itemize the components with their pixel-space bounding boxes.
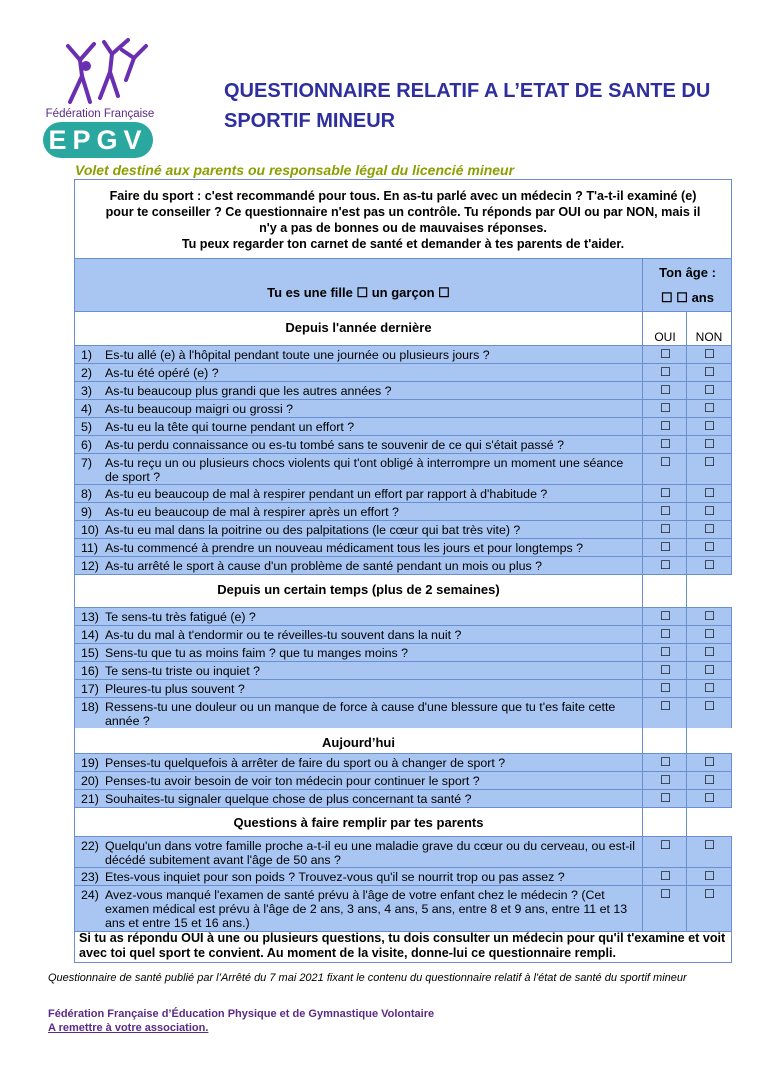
question-text: Penses-tu quelquefois à arrêter de faire du sport ou à changer de sport ? — [105, 756, 506, 770]
oui-checkbox[interactable]: ☐ — [642, 868, 688, 885]
question-text: Te sens-tu très fatigué (e) ? — [105, 610, 256, 624]
non-checkbox[interactable]: ☐ — [686, 418, 732, 435]
age-cell — [642, 259, 732, 311]
oui-checkbox[interactable]: ☐ — [642, 790, 688, 807]
question-number: 12) — [81, 559, 99, 573]
question-number: 20) — [81, 774, 99, 788]
question-text: Pleures-tu plus souvent ? — [105, 682, 245, 696]
question-row — [74, 698, 732, 729]
question-number: 24) — [81, 888, 99, 902]
non-column-header — [686, 728, 732, 753]
non-checkbox[interactable]: ☐ — [686, 485, 732, 502]
oui-column-header: OUI — [642, 312, 687, 345]
question-row — [74, 418, 732, 436]
question-text: As-tu beaucoup maigri ou grossi ? — [105, 402, 294, 416]
question-text: As-tu beaucoup plus grandi que les autres années ? — [105, 384, 392, 398]
question-number: 23) — [81, 870, 99, 884]
question-text: As-tu eu beaucoup de mal à respirer pendant un effort par rapport à d'habitude ? — [105, 487, 548, 501]
oui-column-header — [642, 728, 688, 753]
non-checkbox[interactable]: ☐ — [686, 503, 732, 520]
question-row — [74, 626, 732, 644]
section-title: Aujourd’hui — [322, 735, 395, 750]
intro-line: Faire du sport : c'est recommandé pour tous. En as-tu parlé avec un médecin ? T'a-t-il examiné (e) — [109, 189, 697, 203]
sex-choice[interactable]: Tu es une fille ☐ un garçon ☐ — [267, 285, 450, 300]
question-number: 6) — [81, 438, 93, 452]
question-number: 4) — [81, 402, 93, 416]
question-row — [74, 608, 732, 626]
question-row — [74, 521, 732, 539]
question-number: 5) — [81, 420, 93, 434]
question-row — [74, 400, 732, 418]
question-text: As-tu perdu connaissance ou es-tu tombé sans te souvenir de ce qui s'était passé ? — [105, 438, 565, 452]
organisation-name: Fédération Française d’Éducation Physique et de Gymnastique Volontaire — [48, 1008, 435, 1020]
question-text: Avez-vous manqué l'examen de santé prévu à l'âge de votre enfant chez le médecin ? (Cet examen médical est prévu à l'âge de 2 ans, 3 ans, 4 ans, 5 ans, entre 8 et 9 ans, entre 11 et 13 ans et entre 15 et 16 ans.) — [105, 888, 628, 930]
gymnast-figures-icon — [60, 36, 150, 108]
non-checkbox[interactable]: ☐ — [686, 680, 732, 697]
non-checkbox[interactable]: ☐ — [686, 521, 732, 538]
oui-checkbox[interactable]: ☐ — [642, 837, 688, 867]
question-text: As-tu commencé à prendre un nouveau médicament tous les jours et pour longtemps ? — [105, 541, 583, 555]
question-number: 15) — [81, 646, 99, 660]
non-checkbox[interactable]: ☐ — [686, 837, 732, 867]
non-checkbox[interactable]: ☐ — [686, 346, 732, 363]
question-text: Etes-vous inquiet pour son poids ? Trouvez-vous qu'il se nourrit trop ou pas assez ? — [105, 870, 565, 884]
non-checkbox[interactable]: ☐ — [686, 790, 732, 807]
question-number: 7) — [81, 456, 93, 470]
question-text: Souhaites-tu signaler quelque chose de plus concernant ta santé ? — [105, 792, 472, 806]
question-text: As-tu du mal à t'endormir ou te réveilles-tu souvent dans la nuit ? — [105, 628, 462, 642]
question-text: Es-tu allé (e) à l'hôpital pendant toute une journée ou plusieurs jours ? — [105, 348, 490, 362]
question-row — [74, 886, 732, 932]
title-line-2: SPORTIF MINEUR — [224, 110, 396, 132]
question-row — [74, 644, 732, 662]
oui-checkbox[interactable]: ☐ — [642, 662, 688, 679]
oui-checkbox[interactable]: ☐ — [642, 754, 688, 771]
non-checkbox[interactable]: ☐ — [686, 772, 732, 789]
question-number: 16) — [81, 664, 99, 678]
question-text: As-tu eu beaucoup de mal à respirer après un effort ? — [105, 505, 399, 519]
question-text: As-tu reçu un ou plusieurs chocs violents qui t'ont obligé à interrompre un moment une séance de sport ? — [105, 456, 624, 484]
section-title: Questions à faire remplir par tes parents — [233, 815, 484, 830]
federation-label: Fédération Française — [45, 108, 155, 120]
question-number: 19) — [81, 756, 99, 770]
oui-checkbox[interactable]: ☐ — [642, 698, 688, 728]
question-number: 21) — [81, 792, 99, 806]
oui-checkbox[interactable]: ☐ — [642, 364, 688, 381]
non-checkbox[interactable]: ☐ — [686, 557, 732, 574]
question-text: As-tu eu mal dans la poitrine ou des palpitations (le cœur qui bat très vite) ? — [105, 523, 521, 537]
question-row — [74, 382, 732, 400]
non-checkbox[interactable]: ☐ — [686, 454, 732, 484]
question-number: 22) — [81, 839, 99, 853]
section-header — [74, 808, 732, 837]
question-number: 17) — [81, 682, 99, 696]
question-row — [74, 557, 732, 575]
question-row — [74, 454, 732, 485]
intro-box — [74, 179, 732, 259]
oui-checkbox[interactable]: ☐ — [642, 454, 688, 484]
oui-checkbox[interactable]: ☐ — [642, 608, 688, 625]
question-row — [74, 436, 732, 454]
section-header — [74, 728, 732, 754]
question-row — [74, 503, 732, 521]
question-number: 18) — [81, 700, 99, 714]
non-checkbox[interactable]: ☐ — [686, 608, 732, 625]
oui-checkbox[interactable]: ☐ — [642, 772, 688, 789]
question-number: 9) — [81, 505, 93, 519]
oui-checkbox[interactable]: ☐ — [642, 418, 688, 435]
question-row — [74, 662, 732, 680]
non-checkbox[interactable]: ☐ — [686, 400, 732, 417]
oui-checkbox[interactable]: ☐ — [642, 346, 688, 363]
oui-checkbox[interactable]: ☐ — [642, 400, 688, 417]
question-text: Ressens-tu une douleur ou un manque de force à cause d'une blessure que tu t'es faite cette année ? — [105, 700, 616, 728]
oui-checkbox[interactable]: ☐ — [642, 503, 688, 520]
question-number: 2) — [81, 366, 93, 380]
question-number: 13) — [81, 610, 99, 624]
age-input[interactable]: ☐ ☐ ans — [661, 290, 714, 305]
identity-header — [74, 258, 732, 312]
non-checkbox[interactable]: ☐ — [686, 698, 732, 728]
non-column-header: NON — [686, 312, 731, 345]
non-checkbox[interactable]: ☐ — [686, 382, 732, 399]
non-column-header — [686, 575, 732, 607]
question-row — [74, 680, 732, 698]
non-checkbox[interactable]: ☐ — [686, 436, 732, 453]
return-note: A remettre à votre association. — [48, 1022, 209, 1034]
non-checkbox[interactable]: ☐ — [686, 754, 732, 771]
oui-checkbox[interactable]: ☐ — [642, 680, 688, 697]
intro-line: pour te conseiller ? Ce questionnaire n'est pas un contrôle. Tu réponds par OUI ou par NON, mais il — [105, 205, 701, 219]
footer-note: Si tu as répondu OUI à une ou plusieurs questions, tu dois consulter un médecin pour qu'il t'examine et voit avec toi quel sport te convient. Au moment de la visite, donne-lui ce questionnaire rempli. — [74, 929, 732, 963]
oui-checkbox[interactable]: ☐ — [642, 485, 688, 502]
page-title — [224, 76, 744, 136]
oui-checkbox[interactable]: ☐ — [642, 886, 688, 931]
oui-checkbox[interactable]: ☐ — [642, 626, 688, 643]
age-label: Ton âge : — [659, 265, 716, 280]
question-row — [74, 346, 732, 364]
question-text: As-tu arrêté le sport à cause d'un problème de santé pendant un mois ou plus ? — [105, 559, 542, 573]
section-header — [74, 312, 732, 346]
non-checkbox[interactable]: ☐ — [686, 662, 732, 679]
question-text: As-tu été opéré (e) ? — [105, 366, 219, 380]
oui-checkbox[interactable]: ☐ — [642, 644, 688, 661]
question-text: Penses-tu avoir besoin de voir ton médecin pour continuer le sport ? — [105, 774, 480, 788]
question-row — [74, 485, 732, 503]
question-number: 3) — [81, 384, 93, 398]
question-row — [74, 539, 732, 557]
oui-checkbox[interactable]: ☐ — [642, 382, 688, 399]
question-row — [74, 364, 732, 382]
oui-checkbox[interactable]: ☐ — [642, 436, 688, 453]
non-column-header — [686, 808, 732, 836]
section-title: Depuis l'année dernière — [285, 320, 432, 335]
non-checkbox[interactable]: ☐ — [686, 644, 732, 661]
non-checkbox[interactable]: ☐ — [686, 626, 732, 643]
epgv-brand: EPGV — [43, 122, 153, 158]
question-text: Te sens-tu triste ou inquiet ? — [105, 664, 260, 678]
epgv-logo — [40, 36, 160, 154]
question-text: As-tu eu la tête qui tourne pendant un effort ? — [105, 420, 355, 434]
oui-column-header — [642, 575, 688, 607]
question-row — [74, 772, 732, 790]
question-row — [74, 837, 732, 868]
question-text: Sens-tu que tu as moins faim ? que tu manges moins ? — [105, 646, 409, 660]
intro-line: n'y a pas de bonnes ou de mauvaises réponses. — [259, 221, 547, 235]
volet-subtitle: Volet destiné aux parents ou responsable légal du licencié mineur — [75, 162, 515, 178]
oui-column-header — [642, 808, 688, 836]
question-number: 11) — [81, 541, 98, 555]
intro-line: Tu peux regarder ton carnet de santé et demander à tes parents de t'aider. — [181, 237, 625, 251]
title-line-1: QUESTIONNAIRE RELATIF A L’ETAT DE SANTE DU — [224, 80, 711, 102]
non-checkbox[interactable]: ☐ — [686, 539, 732, 556]
question-row — [74, 790, 732, 808]
oui-checkbox[interactable]: ☐ — [642, 557, 688, 574]
non-checkbox[interactable]: ☐ — [686, 886, 732, 931]
oui-checkbox[interactable]: ☐ — [642, 539, 688, 556]
section-title: Depuis un certain temps (plus de 2 semaines) — [217, 582, 500, 597]
question-number: 14) — [81, 628, 99, 642]
publication-note: Questionnaire de santé publié par l’Arrêté du 7 mai 2021 fixant le contenu du questionnaire relatif à l'état de santé du sportif mineur — [48, 972, 687, 984]
question-number: 10) — [81, 523, 99, 537]
question-row — [74, 754, 732, 772]
non-checkbox[interactable]: ☐ — [686, 868, 732, 885]
non-checkbox[interactable]: ☐ — [686, 364, 732, 381]
question-number: 1) — [81, 348, 93, 362]
oui-checkbox[interactable]: ☐ — [642, 521, 688, 538]
question-text: Quelqu'un dans votre famille proche a-t-il eu une maladie grave du cœur ou du cerveau, ou est-il décédé subitement avant l'âge de 50 ans ? — [105, 839, 635, 867]
question-row — [74, 868, 732, 886]
question-number: 8) — [81, 487, 93, 501]
section-header — [74, 575, 732, 608]
